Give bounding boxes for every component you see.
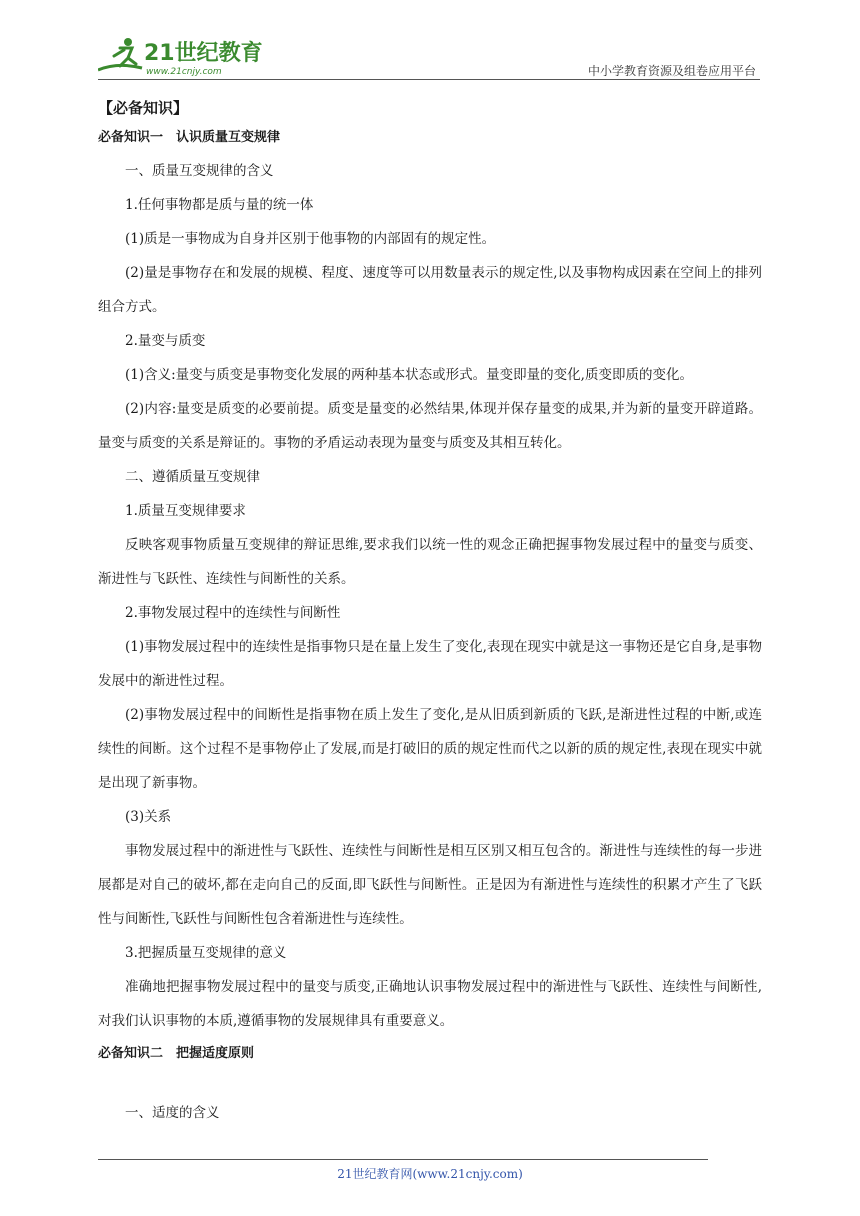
- document-body: [98, 94, 762, 1130]
- logo-text: 21世纪教育: [144, 41, 263, 66]
- section-1-heading: 一、质量互变规律的含义: [125, 163, 274, 179]
- logo: [98, 34, 268, 78]
- paragraph: (2)内容:量变是质变的必要前提。质变是量变的必然结果,体现并保存量变的成果,并为新的量变开辟道路。量变与质变的关系是辩证的。事物的矛盾运动表现为量变与质变及其相互转化。: [98, 401, 762, 451]
- section-3-heading: 一、适度的含义: [125, 1105, 220, 1121]
- footer-divider: [98, 1159, 708, 1160]
- footer-link[interactable]: 21世纪教育网(www.21cnjy.com): [337, 1167, 523, 1181]
- section-2-1-heading: 1.质量互变规律要求: [125, 503, 246, 519]
- knowledge-1-title: 必备知识一 认识质量互变规律: [98, 130, 281, 145]
- section-1-2-heading: 2.量变与质变: [125, 333, 206, 349]
- header-divider: [98, 79, 760, 80]
- main-title: 【必备知识】: [98, 99, 189, 117]
- section-2-3-heading: 3.把握质量互变规律的意义: [125, 945, 287, 961]
- spacer: [98, 1070, 762, 1096]
- paragraph: 准确地把握事物发展过程中的量变与质变,正确地认识事物发展过程中的渐进性与飞跃性、连续性与间断性,对我们认识事物的本质,遵循事物的发展规律具有重要意义。: [98, 979, 762, 1029]
- header-platform-text: 中小学教育资源及组卷应用平台: [587, 64, 756, 78]
- paragraph: 反映客观事物质量互变规律的辩证思维,要求我们以统一性的观念正确把握事物发展过程中的量变与质变、渐进性与飞跃性、连续性与间断性的关系。: [98, 537, 762, 587]
- section-2-2-heading: 2.事物发展过程中的连续性与间断性: [125, 605, 341, 621]
- paragraph: (2)事物发展过程中的间断性是指事物在质上发生了变化,是从旧质到新质的飞跃,是渐进性过程的中断,或连续性的间断。这个过程不是事物停止了发展,而是打破旧的质的规定性而代之以新的质的规定性,表现在现实中就是出现了新事物。: [98, 707, 762, 791]
- section-2-heading: 二、遵循质量互变规律: [125, 469, 260, 485]
- runner-icon: [98, 38, 142, 70]
- paragraph: (1)事物发展过程中的连续性是指事物只是在量上发生了变化,表现在现实中就是这一事物还是它自身,是事物发展中的渐进性过程。: [98, 639, 762, 689]
- paragraph: (1)质是一事物成为自身并区别于他事物的内部固有的规定性。: [125, 231, 496, 247]
- paragraph: (3)关系: [125, 809, 172, 825]
- page-header: [98, 30, 760, 80]
- paragraph: (1)含义:量变与质变是事物变化发展的两种基本状态或形式。量变即量的变化,质变即质的变化。: [125, 367, 693, 383]
- knowledge-2-title: 必备知识二 把握适度原则: [98, 1046, 255, 1061]
- paragraph: (2)量是事物存在和发展的规模、程度、速度等可以用数量表示的规定性,以及事物构成因素在空间上的排列组合方式。: [98, 265, 762, 315]
- paragraph: 事物发展过程中的渐进性与飞跃性、连续性与间断性是相互区别又相互包含的。渐进性与连续性的每一步进展都是对自己的破坏,都在走向自己的反面,即飞跃性与间断性。正是因为有渐进性与连续性的积累才产生了飞跃性与间断性,飞跃性与间断性包含着渐进性与连续性。: [98, 843, 762, 927]
- logo-url: www.21cnjy.com: [146, 67, 222, 77]
- section-1-1-heading: 1.任何事物都是质与量的统一体: [125, 197, 314, 213]
